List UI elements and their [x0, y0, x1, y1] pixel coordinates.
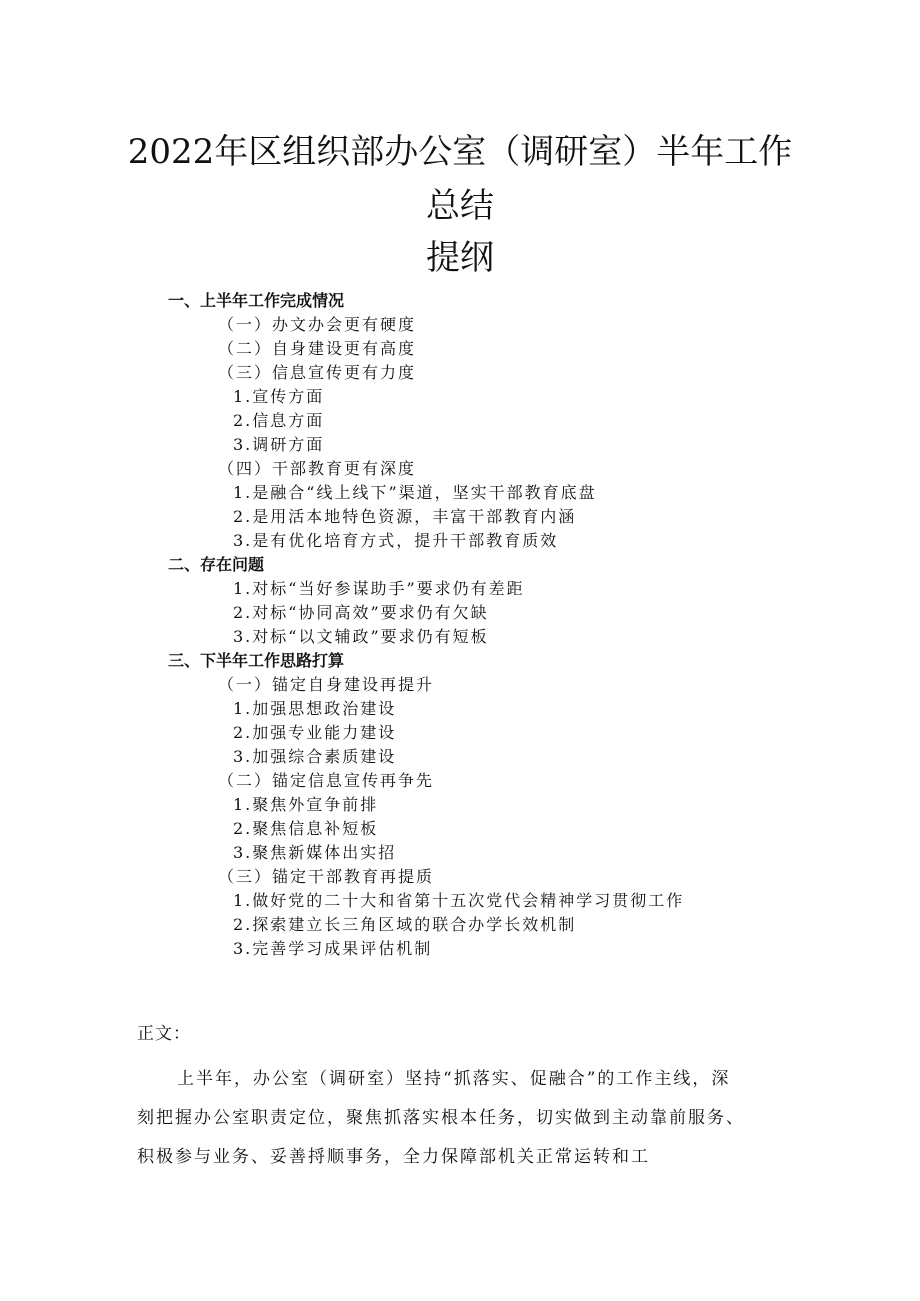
outline-subsection: （二）自身建设更有高度: [218, 339, 417, 358]
document-title-line-1: 2022年区组织部办公室（调研室）半年工作: [127, 132, 793, 172]
outline-item: 3.加强综合素质建设: [233, 747, 397, 766]
outline-item: 1.聚焦外宣争前排: [233, 795, 379, 814]
outline-item: 2.对标“协同高效”要求仍有欠缺: [233, 603, 489, 622]
outline-item: 2.探索建立长三角区域的联合办学长效机制: [233, 915, 577, 934]
outline-subsection: （四）干部教育更有深度: [218, 459, 417, 478]
body-line: 积极参与业务、妥善捋顺事务，全力保障部机关正常运转和工: [137, 1147, 650, 1167]
outline-item: 3.完善学习成果评估机制: [233, 939, 433, 958]
document-title-line-2: 总结: [426, 186, 494, 226]
outline-item: 3.是有优化培育方式，提升干部教育质效: [233, 531, 559, 550]
outline-item: 1.是融合“线上线下”渠道，坚实干部教育底盘: [233, 483, 597, 502]
outline-item: 1.加强思想政治建设: [233, 699, 397, 718]
body-line: 刻把握办公室职责定位，聚焦抓落实根本任务，切实做到主动靠前服务、: [137, 1108, 745, 1128]
outline-item: 1.宣传方面: [233, 387, 325, 406]
outline-subsection: （一）办文办会更有硬度: [218, 315, 417, 334]
outline-section-heading: 一、上半年工作完成情况: [168, 291, 345, 310]
outline-item: 3.对标“以文辅政”要求仍有短板: [233, 627, 489, 646]
outline-subsection: （一）锚定自身建设再提升: [218, 675, 435, 694]
outline-item: 3.聚焦新媒体出实招: [233, 843, 397, 862]
outline-section-heading: 二、存在问题: [168, 555, 265, 574]
outline-item: 1.做好党的二十大和省第十五次党代会精神学习贯彻工作: [233, 891, 685, 910]
outline-section-heading: 三、下半年工作思路打算: [168, 651, 345, 670]
body-paragraph: [137, 1060, 787, 1177]
outline-subsection: （三）信息宣传更有力度: [218, 363, 417, 382]
body-label: 正文：: [137, 1024, 191, 1044]
outline-subsection: （三）锚定干部教育再提质: [218, 867, 435, 886]
outline-subsection: （二）锚定信息宣传再争先: [218, 771, 435, 790]
outline-list: [0, 289, 920, 961]
outline-item: 2.加强专业能力建设: [233, 723, 397, 742]
document-subtitle-outline: 提纲: [426, 238, 494, 278]
outline-item: 2.是用活本地特色资源，丰富干部教育内涵: [233, 507, 577, 526]
outline-item: 1.对标“当好参谋助手”要求仍有差距: [233, 579, 525, 598]
outline-item: 2.聚焦信息补短板: [233, 819, 379, 838]
outline-item: 2.信息方面: [233, 411, 325, 430]
outline-item: 3.调研方面: [233, 435, 325, 454]
body-line: 上半年，办公室（调研室）坚持“抓落实、促融合”的工作主线，深: [177, 1069, 731, 1089]
